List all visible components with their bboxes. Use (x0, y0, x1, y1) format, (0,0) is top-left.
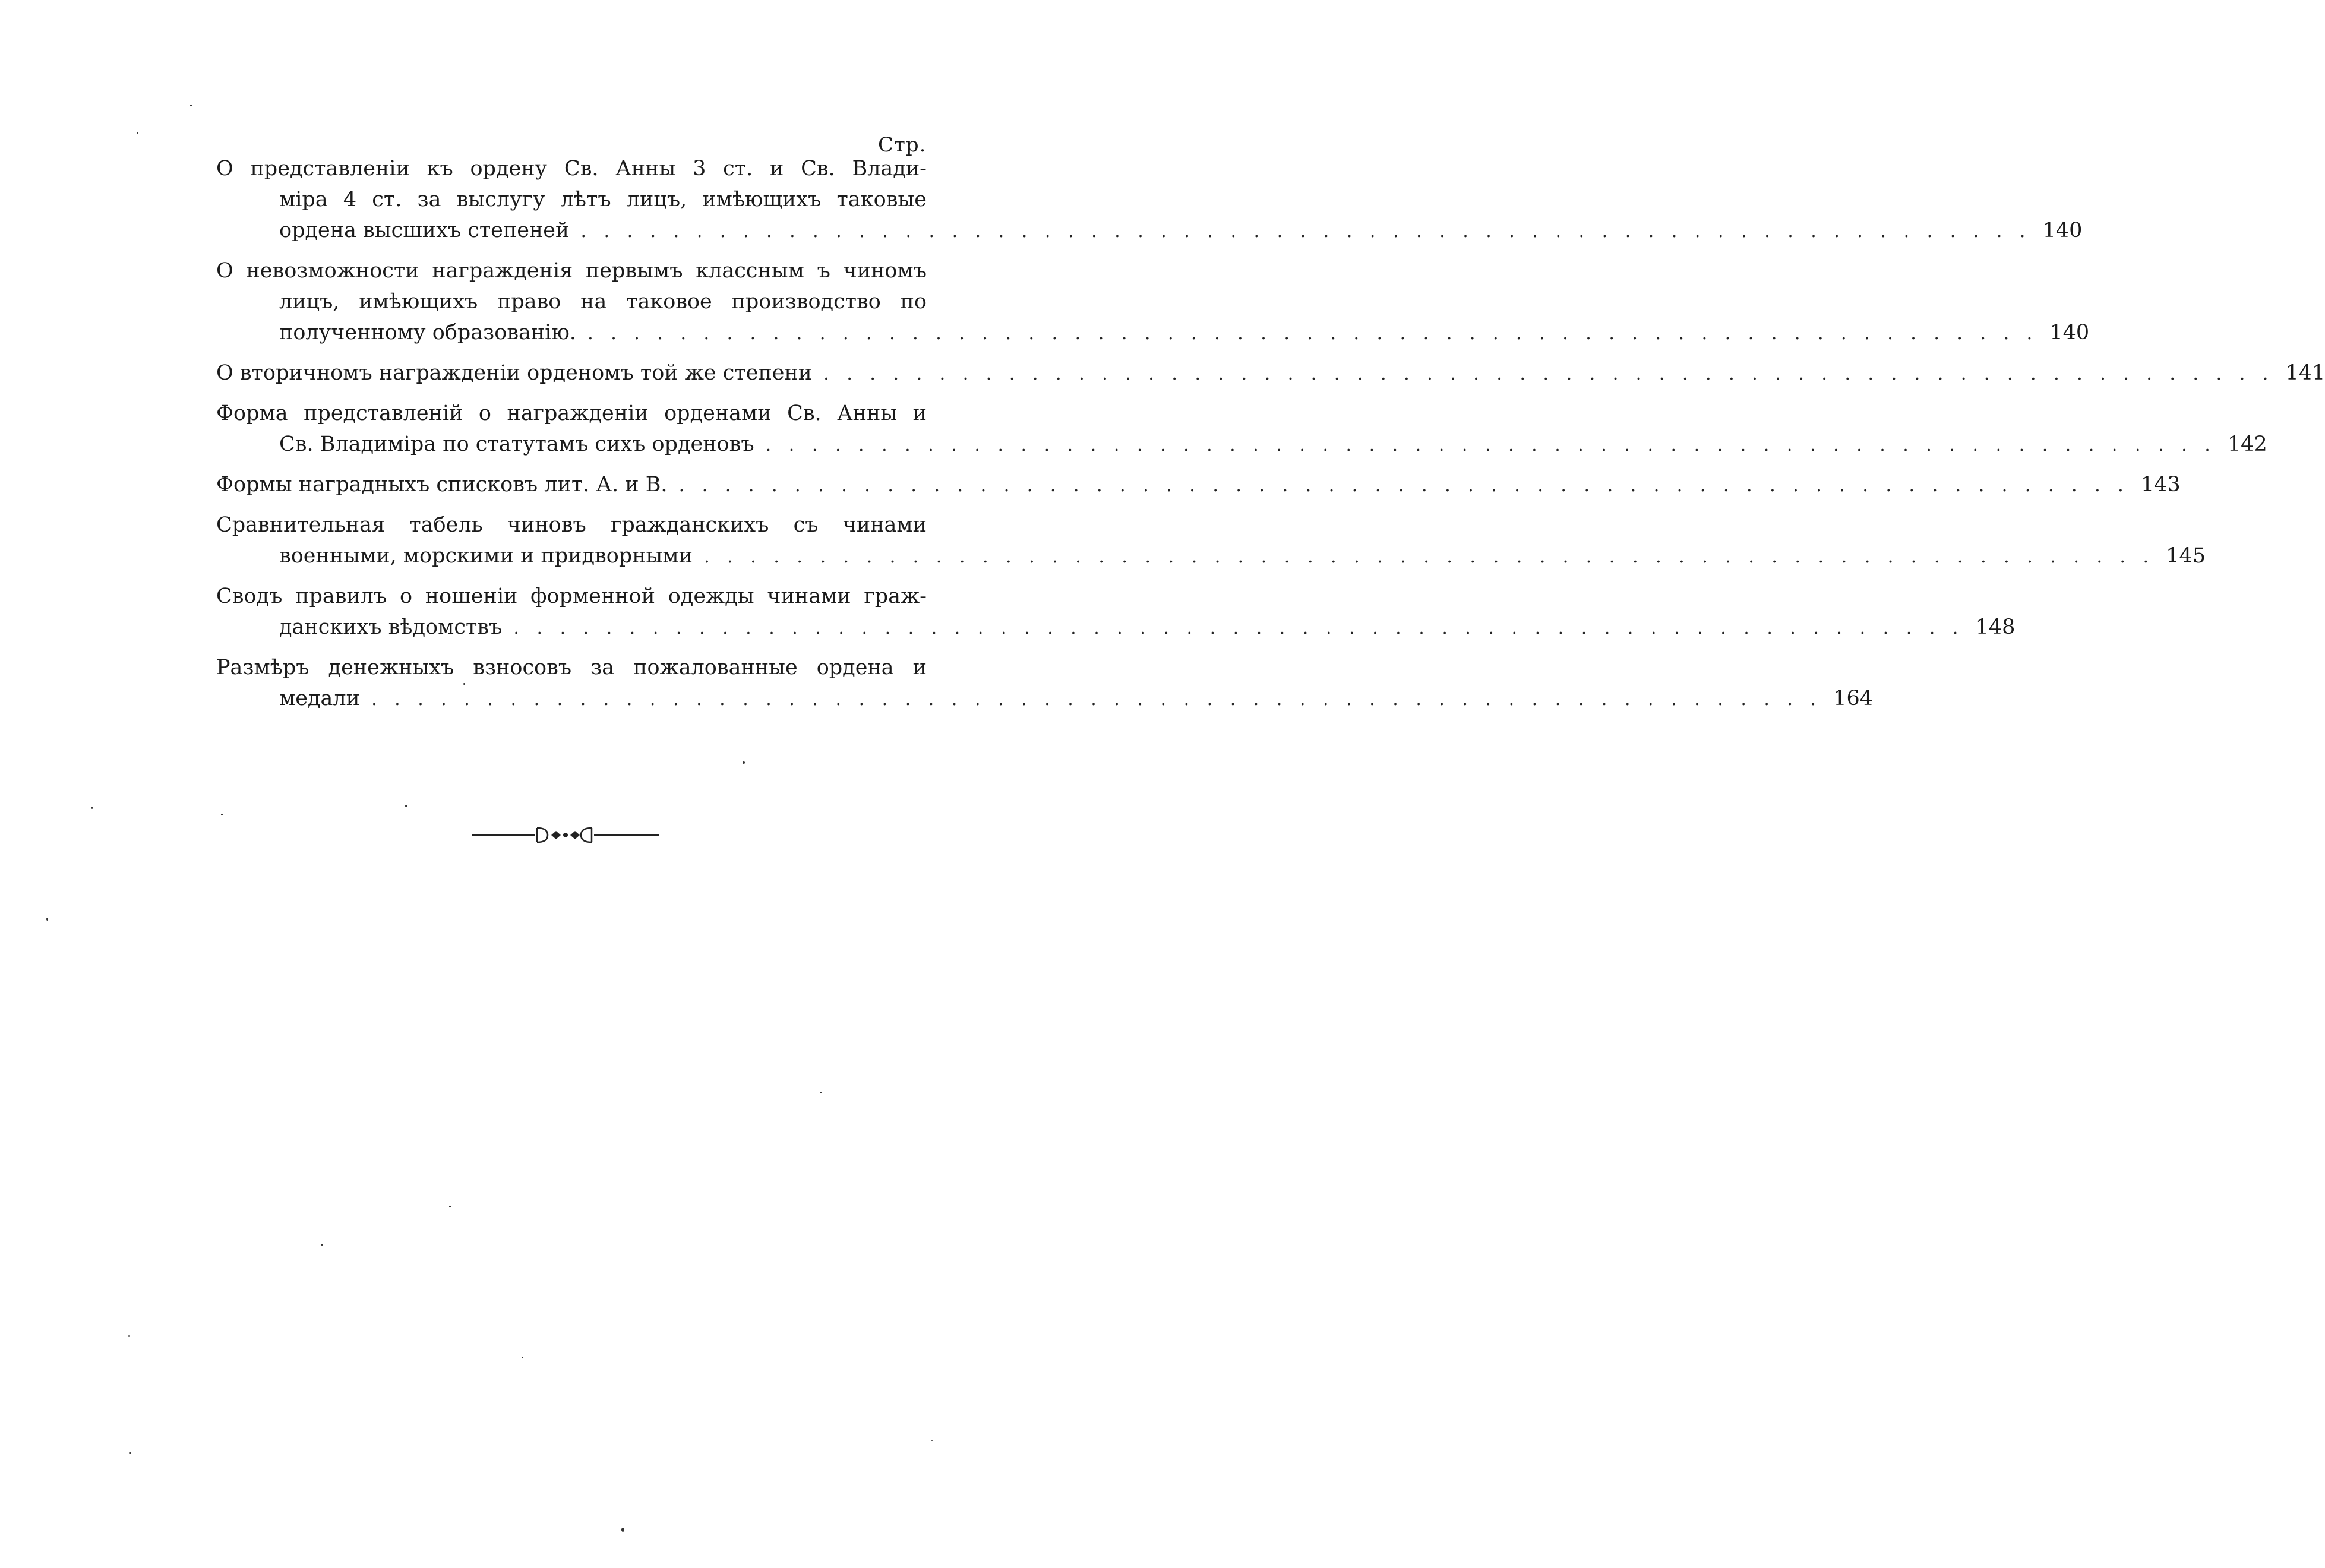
dot-leader (766, 435, 2216, 456)
print-speck (137, 132, 138, 134)
toc-entry-last-line (216, 215, 2083, 247)
dot-leader (704, 546, 2155, 567)
toc-entry (216, 469, 2181, 501)
toc-entry-text: полученному образованію. (279, 321, 577, 344)
toc-page-number: 148 (1975, 615, 2016, 639)
print-speck (820, 1092, 822, 1093)
dot-leader (513, 618, 1964, 638)
toc-entry-text: О вторичномъ награжденіи орденомъ той же степени (216, 361, 813, 385)
print-speck (46, 918, 48, 921)
toc-entry-line: Сравнительная табель чиновъ гражданскихъ съ чинами (216, 513, 927, 537)
print-speck (129, 1452, 131, 1454)
toc-entry-line: Размѣръ денежныхъ взносовъ за пожалованные ордена и (216, 656, 927, 679)
toc-page-number: 142 (2227, 432, 2267, 456)
toc-entry (216, 255, 2090, 349)
toc-entry (216, 652, 1874, 715)
dot-leader (587, 323, 2038, 344)
toc-entry-text: медали (279, 687, 360, 710)
print-speck (743, 761, 745, 764)
dot-leader (823, 363, 2274, 384)
toc-page-number: 145 (2166, 544, 2206, 568)
toc-entry-last-line (216, 683, 1874, 715)
print-speck (463, 683, 465, 685)
toc-entry-line: лицъ, имѣющихъ право на таковое производство по (279, 290, 927, 314)
print-speck (522, 1357, 523, 1358)
toc-entry-text: Формы наградныхъ списковъ лит. А. и В. (216, 473, 668, 497)
print-speck (91, 807, 93, 809)
toc-entry-text: военными, морскими и придворными (279, 544, 693, 568)
print-speck (321, 1244, 323, 1246)
toc-entry-last-line (216, 540, 2206, 573)
table-of-contents (216, 153, 2325, 723)
toc-entry-line: міра 4 ст. за выслугу лѣтъ лицъ, имѣющихъ таковые (279, 188, 927, 211)
toc-entry-text: Св. Владиміра по статутамъ сихъ орденовъ (279, 432, 754, 456)
toc-entry-last-line (216, 469, 2181, 501)
toc-page-number: 140 (2042, 219, 2083, 242)
dot-leader (580, 221, 2031, 242)
toc-entry (216, 581, 2016, 644)
print-speck (931, 1440, 933, 1441)
print-speck (621, 1528, 624, 1532)
toc-entry (216, 510, 2206, 573)
print-speck (449, 1206, 451, 1207)
toc-entry-last-line (216, 612, 2016, 644)
print-speck (405, 805, 407, 807)
toc-entry-line: Форма представленій о награжденіи орденами Св. Анны и (216, 402, 927, 425)
toc-entry-last-line (216, 358, 2325, 390)
tailpiece-rule-icon (0, 823, 1055, 847)
print-speck (190, 105, 192, 106)
toc-page-number: 164 (1833, 687, 1874, 710)
toc-entry (216, 153, 2083, 247)
dot-leader (679, 475, 2130, 496)
toc-entry (216, 398, 2267, 461)
print-speck (128, 1335, 130, 1337)
toc-entry-text: данскихъ вѣдомствъ (279, 615, 503, 639)
toc-entry-line: О невозможности награжденія первымъ классным ъ чиномъ (216, 259, 927, 283)
toc-entry-line: О представленіи къ ордену Св. Анны 3 ст. и Св. Влади- (216, 157, 927, 181)
toc-page-number: 143 (2140, 473, 2181, 497)
toc-page-number: 140 (2049, 321, 2090, 344)
toc-entry-last-line (216, 429, 2267, 461)
toc-entry (216, 358, 2325, 390)
toc-entry-last-line (216, 317, 2090, 349)
print-speck (221, 814, 223, 815)
page-column-heading: Стр. (878, 133, 927, 157)
toc-entry-text: ордена высшихъ степеней (279, 219, 570, 242)
dot-leader (371, 689, 1822, 710)
toc-page-number: 141 (2285, 361, 2325, 385)
toc-entry-line: Сводъ правилъ о ношеніи форменной одежды чинами граж- (216, 584, 927, 608)
